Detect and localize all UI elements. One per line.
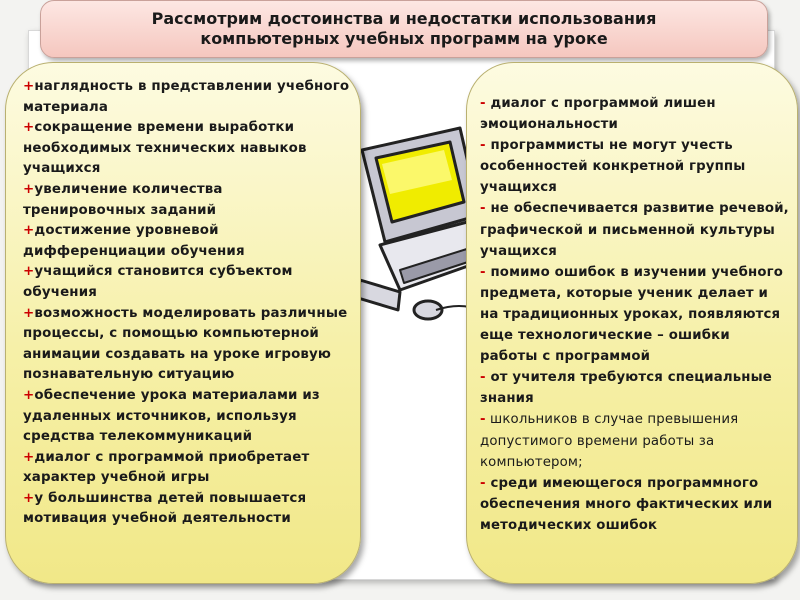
plus-marker: + [23, 387, 35, 403]
plus-marker: + [23, 305, 35, 321]
list-item: +диалог с программой приобретает характер учебной игры [23, 449, 310, 486]
list-item: - не обеспечивается развитие речевой, графической и письменной культуры учащихся [480, 201, 789, 259]
minus-marker: - [480, 96, 486, 111]
list-item: - программисты не могут учесть особенностей конкретной группы учащихся [480, 138, 746, 196]
list-item: +возможность моделировать различные процессы, с помощью компьютерной анимации создавать на уроке игровую познавательную ситуацию [23, 305, 348, 383]
list-item: - диалог с программой лишен эмоциональности [480, 96, 716, 133]
plus-marker: + [23, 264, 35, 280]
minus-marker: - [480, 201, 486, 217]
list-item: +достижение уровневой дифференциации обучения [23, 223, 245, 259]
list-item: +наглядность в представлении учебного материала [23, 79, 350, 115]
minus-marker: - [480, 264, 486, 280]
list-item: - от учителя требуются специальные знания [480, 370, 772, 407]
list-item: +увеличение количества тренировочных заданий [23, 181, 223, 218]
plus-marker: + [23, 490, 35, 506]
advantages-list [23, 77, 350, 530]
plus-marker: + [23, 79, 35, 94]
list-item: +учащийся становится субъектом обучения [23, 264, 293, 300]
minus-marker: - [480, 475, 486, 491]
slide-title [40, 0, 768, 58]
list-item: +у большинства детей повышается мотивация учебной деятельности [23, 490, 307, 527]
advantages-panel [5, 62, 361, 584]
list-item: - помимо ошибок в изучении учебного предмета, которые ученик делает и на традиционных уроках, появляются еще технологические – ошибки работы с программой [480, 264, 784, 365]
list-item: - школьников в случае превышения допустимого времени работы за компьютером; [480, 412, 739, 470]
list-item: - среди имеющегося программного обеспечения много фактических или методических ошибок [480, 475, 773, 533]
plus-marker: + [23, 449, 35, 465]
disadvantages-panel [466, 62, 798, 584]
plus-marker: + [23, 120, 35, 136]
list-item: +сокращение времени выработки необходимых технических навыков учащихся [23, 120, 307, 177]
title-line-1: Рассмотрим достоинства и недостатки использования [151, 9, 657, 28]
list-item: +обеспечение урока материалами из удаленных источников, используя средства телекоммуникаций [23, 387, 320, 445]
disadvantages-list [480, 93, 791, 536]
plus-marker: + [23, 181, 35, 197]
minus-marker: - [480, 412, 486, 428]
plus-marker: + [23, 223, 35, 239]
minus-marker: - [480, 370, 486, 386]
minus-marker: - [480, 138, 486, 154]
title-line-2: компьютерных учебных программ на уроке [200, 29, 608, 48]
